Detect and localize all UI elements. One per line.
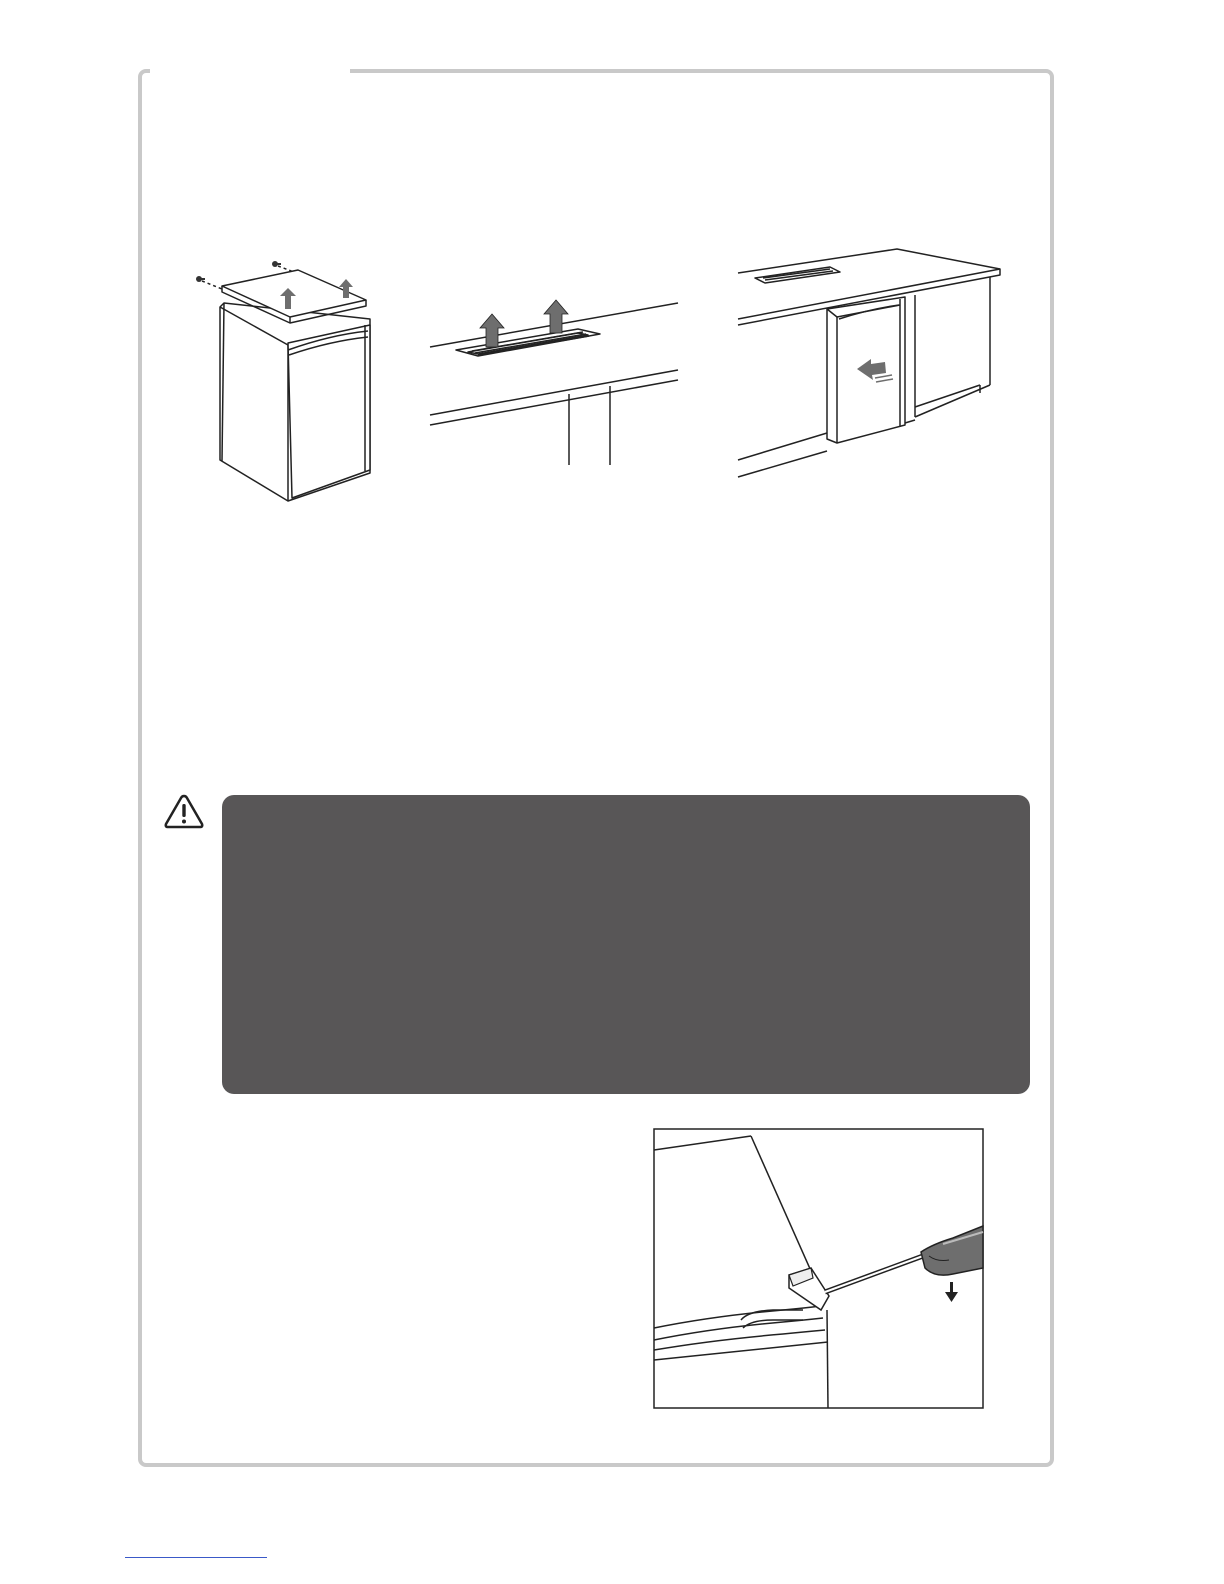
hinge-cover-removal-illustration xyxy=(653,1128,984,1410)
install-in-recess-illustration xyxy=(735,245,1005,485)
remove-top-illustration xyxy=(190,255,380,510)
footer-link-underline xyxy=(125,1557,267,1558)
vent-grille-illustration xyxy=(428,290,683,470)
frame-heading-tab xyxy=(150,64,350,74)
warning-box xyxy=(222,795,1030,1094)
warning-triangle-icon xyxy=(163,793,205,831)
